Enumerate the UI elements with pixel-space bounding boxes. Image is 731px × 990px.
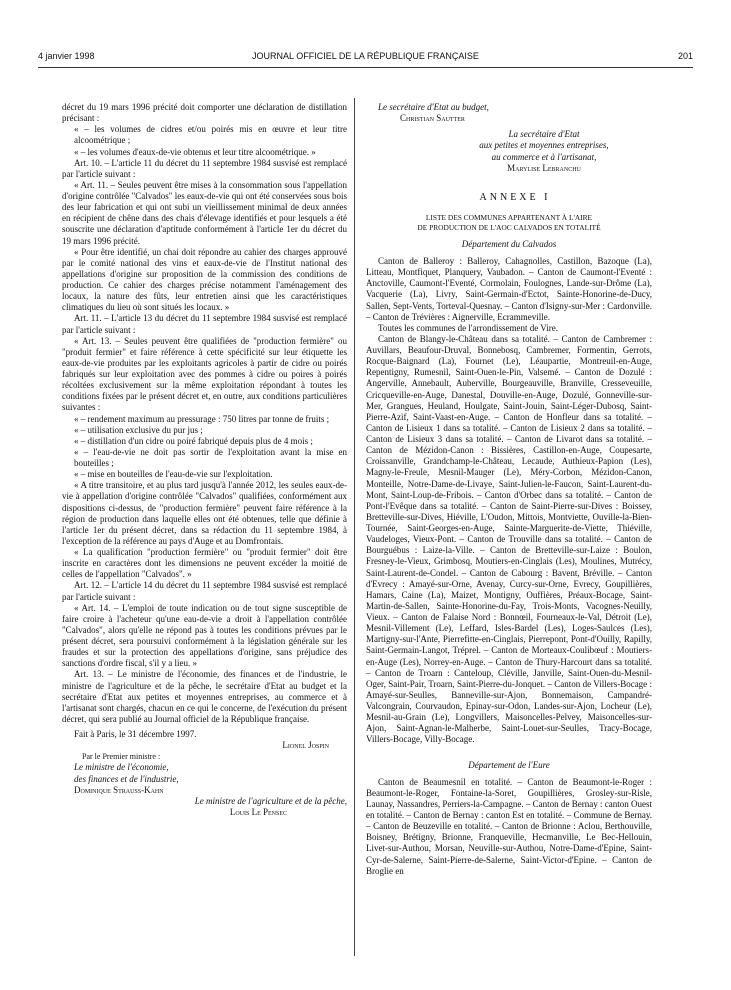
decree-paragraph: Art. 10. – L'article 11 du décret du 11 septembre 1984 susvisé est remplacé par l'article suivant :	[62, 157, 347, 179]
decree-paragraph: Art. 13. – Le ministre de l'économie, des finances et de l'industrie, le ministre de l'agriculture et de la pêche, le secrétaire d'Etat au budget et la secrétaire d'Etat aux petites et moyennes entreprises, au commerce et à l'artisanat sont chargés, chacun en ce qui le concerne, de l'exécution du présent décret, qui sera publié au Journal officiel de la République française.	[62, 669, 347, 724]
place-date: Fait à Paris, le 31 décembre 1997.	[74, 729, 197, 739]
column-divider	[354, 98, 355, 956]
decree-paragraph: « – les volumes d'eaux-de-vie obtenus et leur titre alcoométrique. »	[74, 146, 316, 157]
budget-signatory: Christian Sautter	[400, 113, 465, 124]
decree-paragraph: « Art. 14. – L'emploi de toute indication ou de tout signe susceptible de faire croire à l'acheteur qu'une eau-de-vie a droit à l'appellation contrôlée "Calvados", alors qu'elle ne répond pas à toutes les conditions prévues par le présent décret, sera poursuivi conformément à la législation générale sur les fraudes et sur la protection des appellations d'origine, sans préjudice des sanctions d'ordre fiscal, s'il y a lieu. »	[62, 602, 347, 669]
decree-paragraph: Art. 12. – L'article 14 du décret du 11 septembre 1984 susvisé est remplacé par l'article suivant :	[62, 580, 347, 602]
eure-list	[366, 777, 652, 877]
journal-title: JOURNAL OFFICIEL DE LA RÉPUBLIQUE FRANÇAISE	[252, 51, 479, 61]
decree-paragraph: Art. 11. – L'article 13 du décret du 11 septembre 1984 susvisé est remplacé par l'article suivant :	[62, 313, 347, 335]
pme-title-2: aux petites et moyennes entreprises,	[479, 140, 609, 151]
decree-paragraph: décret du 19 mars 1996 précité doit comporter une déclaration de distillation précisant :	[62, 102, 347, 124]
left-column-body	[62, 102, 347, 725]
decree-paragraph: « – l'eau-de-vie ne doit pas sortir de l'exploitation avant la mise en bouteilles ;	[74, 446, 347, 468]
agri-signatory: Louis Le Pensec	[229, 806, 287, 817]
by-pm-label: Par le Premier ministre :	[82, 752, 161, 762]
pme-title-block	[366, 129, 652, 174]
decree-paragraph: « – rendement maximum au pressurage : 750 litres par tonne de fruits ;	[74, 413, 330, 424]
pme-title-1: La secrétaire d'Etat	[508, 129, 580, 140]
calvados-paragraph: Toutes les communes de l'arrondissement de Vire.	[378, 322, 558, 333]
decree-paragraph: « – distillation d'un cidre ou poiré fabriqué depuis plus de 4 mois ;	[74, 435, 313, 446]
calvados-paragraph: Canton de Balleroy : Balleroy, Cahagnolles, Castillon, Bazoque (La), Litteau, Montfiquet, Planquery, Vaubadon. – Canton de Caumont-l'Eventé : Anctoville, Caumont-l'Eventé, Cormolain, Foulognes, Lande-sur-Drôme (La), Vacquerie (La), Livry, Saint-Germain-d'Ectot, Sainte-Honorine-de-Ducy, Sallen, Sept-Vents, Torteval-Quesnay. – Canton d'Isigny-sur-Mer : Cardonville. – Canton de Trévières : Aignerville, Ecrammeville.	[366, 256, 652, 322]
calvados-paragraph: Canton de Blangy-le-Château dans sa totalité. – Canton de Cambremer : Auvillars, Beaufour-Druval, Bonnebosq, Cambremer, Formentin, Gerrots, Rocque-Baignard (La), Fournet (Le), Léaupartie, Montreuil-en-Auge, Repentigny, Rumesnil, Saint-Ouen-le-Pin, Valsemé. – Canton de Dozulé : Angerville, Annebault, Auberville, Bourgeauville, Branville, Cresseveuille, Cricqueville-en-Auge, Danestal, Douville-en-Auge, Dozulé, Gonneville-sur-Mer, Grangues, Heuland, Houlgate, Saint-Jouin, Saint-Léger-Dubosq, Saint-Pierre-Azif, Saint-Vaast-en-Auge. – Canton de Honfleur dans sa totalité. – Canton de Lisieux 1 dans sa totalité. – Canton de Lisieux 2 dans sa totalité. – Canton de Lisieux 3 dans sa totalité. – Canton de Livarot dans sa totalité. – Canton de Mézidon-Canon : Bissières, Castillon-en-Auge, Coupesarte, Croissanville, Grandchamp-le-Château, Lecaude, Authieux-Papion (Les), Magny-le-Freule, Mesnil-Mauger (Le), Méry-Corbon, Mézidon-Canon, Monteille, Notre-Dame-de-Livaye, Saint-Julien-le-Faucon, Saint-Laurent-du-Mont, Saint-Loup-de-Fribois. – Canton d'Orbec dans sa totalité. – Canton de Pont-l'Evêque dans sa totalité. – Canton de Saint-Pierre-sur-Dives : Boissey, Bretteville-sur-Dives, Hiéville, L'Oudon, Mittois, Montviette, Ouville-la-Bien-Tournée, Saint-Georges-en-Auge, Sainte-Marguerite-de-Viette, Thiéville, Vaudeloges, Vieux-Pont. – Canton de Trouville dans sa totalité. – Canton de Bourguébus : Laize-la-Ville. – Canton de Bretteville-sur-Laize : Boulon, Fresney-le-Vieux, Grimbosq, Moutiers-en-Cinglais (Les), Moulines, Mutrécy, Saint-Laurent-de-Condel. – Canton de Cabourg : Bavent, Bréville. – Canton d'Evrecy : Amayé-sur-Orne, Avenay, Curcy-sur-Orne, Evrecy, Goupillières, Hamars, Caine (La), Maizet, Montigny, Ouffières, Préaux-Bocage, Saint-Martin-de-Sallen, Sainte-Honorine-du-Fay, Trois-Monts, Vacognes-Neuilly, Vieux. – Canton de Falaise Nord : Bonnœil, Fourneaux-le-Val, Détroit (Le), Mesnil-Villement (Le), Leffard, Isles-Bardel (Les), Loges-Saulces (Les), Martigny-sur-l'Ante, Pierrefitte-en-Cinglais, Pierrepont, Pont-d'Ouilly, Rapilly, Saint-Germain-Langot, Tréprel. – Canton de Morteaux-Coulibœuf : Moutiers-en-Auge (Les), Norrey-en-Auge. – Canton de Thury-Harcourt dans sa totalité. – Canton de Troarn : Canteloup, Cléville, Janville, Saint-Ouen-du-Mesnil-Oger, Saint-Pair, Troarn, Saint-Pierre-du-Jonquet. – Canton de Villers-Bocage : Amayé-sur-Seulles, Banneville-sur-Ajon, Bonnemaison, Campandré-Valcongrain, Courvaudon, Epinay-sur-Odon, Landes-sur-Ajon, Locheur (Le), Mesnil-au-Grain (Le), Longvillers, Maisoncelles-Pelvey, Maisoncelles-sur-Ajon, Saint-Agnan-le-Malherbe, Saint-Louet-sur-Seulles, Tracy-Bocage, Villers-Bocage, Villy-Bocage.	[366, 333, 652, 745]
pme-signatory: Marylise Lebranchu	[507, 162, 581, 173]
decree-paragraph: « A titre transitoire, et au plus tard jusqu'à l'année 2012, les seules eaux-de-vie à appellation d'origine contrôlée "Calvados" qualifiées, conformément aux dispositions ci-dessus, de "production fermière" peuvent faire référence à la région de production dans laquelle elles ont été obtenues, telle que définie à l'article 1er du présent décret, dans sa rédaction du 11 septembre 1984, à l'exception de la référence au pays d'Auge et au Domfrontais.	[62, 480, 347, 546]
annex-subtitle-line-1: LISTE DES COMMUNES APPARTENANT À L'AIRE	[425, 212, 593, 222]
dept-eure-heading: Département de l'Eure	[468, 759, 550, 770]
eure-paragraph: Canton de Beaumesnil en totalité. – Canton de Beaumont-le-Roger : Beaumont-le-Roger, Fontaine-la-Soret, Goupillières, Grosley-sur-Risle, Launay, Nassandres, Perriers-la-Campagne. – Canton de Bernay : canton Ouest en totalité. – Canton de Bernay : canton Est en totalité. – Commune de Bernay. – Canton de Beuzeville en totalité. – Canton de Brionne : Aclou, Berthouville, Boisney, Brétigny, Brionne, Franqueville, Hecmanville, Le Bec-Hellouin, Livet-sur-Authou, Morsan, Neuville-sur-Authou, Notre-Dame-d'Epine, Saint-Cyr-de-Salerne, Saint-Pierre-de-Salerne, Saint-Victor-d'Epine. – Canton de Broglie en	[366, 776, 652, 876]
eco-title-1: Le ministre de l'économie,	[74, 762, 169, 773]
eco-signatory: Dominique Strauss-Kahn	[74, 784, 164, 795]
calvados-list	[366, 256, 652, 746]
issue-date: 4 janvier 1998	[38, 51, 95, 61]
eco-title-2: des finances et de l'industrie,	[74, 773, 179, 784]
decree-paragraph: « – les volumes de cidres et/ou poirés mis en œuvre et leur titre alcoométrique ;	[74, 124, 347, 146]
decree-paragraph: « Art. 11. – Seules peuvent être mises à la consommation sous l'appellation d'origine contrôlée "Calvados" les eaux-de-vie qui ont été conservées sous bois des leur fabrication et qui ont subi un vieillissement minimal de deux années en récipient de chêne dans des chais d'élevage identifiés et pour lesquels a été souscrite une déclaration d'aptitude conformément à l'article 1er du décret du 19 mars 1996 précité.	[62, 179, 347, 246]
dept-calvados-heading: Département du Calvados	[461, 238, 557, 249]
pme-title-3: au commerce et à l'artisanat,	[491, 151, 597, 162]
annex-title: ANNEXE I	[479, 191, 551, 203]
decree-paragraph: « Art. 13. – Seules peuvent être qualifiées de "production fermière" ou "produit fermier" et faire référence à cette spécificité sur leur étiquette les eaux-de-vie produites par les exploitants agricoles à partir de cidre ou poirés fabriqués sur leur exploitation avec des pommes à cidre ou poires à poirés récoltées exclusivement sur la même exploitation répondant à toutes les conditions fixées par le présent décret et, en outre, aux conditions particulières suivantes :	[62, 335, 347, 413]
decree-paragraph: « – mise en bouteilles de l'eau-de-vie sur l'exploitation.	[74, 469, 273, 480]
agri-title: Le ministre de l'agriculture et de la pêche,	[194, 795, 347, 806]
header-rule	[38, 67, 693, 68]
right-column	[366, 102, 652, 877]
page-header	[38, 51, 693, 65]
page-number: 201	[677, 51, 693, 61]
budget-title: Le secrétaire d'Etat au budget,	[378, 102, 489, 112]
signatory-pm: Lionel Jospin	[282, 740, 329, 751]
annex-subtitle-line-2: DE PRODUCTION DE L'AOC CALVADOS EN TOTALITÉ	[417, 222, 601, 232]
annex-subtitle	[366, 213, 652, 233]
decree-paragraph: « La qualification "production fermière" ou "produit fermier" doit être inscrite en caractères dont les dimensions ne peuvent excéder la moitié de celles de l'appellation "Calvados". »	[62, 547, 347, 580]
decree-paragraph: « – utilisation exclusive du pur jus ;	[74, 424, 203, 435]
left-column	[62, 102, 347, 818]
decree-paragraph: « Pour être identifié, un chai doit répondre au cahier des charges approuvé par le comité national des vins et eaux-de-vie de l'Institut national des appellations d'origine sur proposition de la commission des conditions de production. Ce cahier des charges précise notamment l'aménagement des locaux, la nature des fûts, leur entretien ainsi que les caractéristiques climatiques du lieu où sont situés les locaux. »	[62, 246, 347, 313]
